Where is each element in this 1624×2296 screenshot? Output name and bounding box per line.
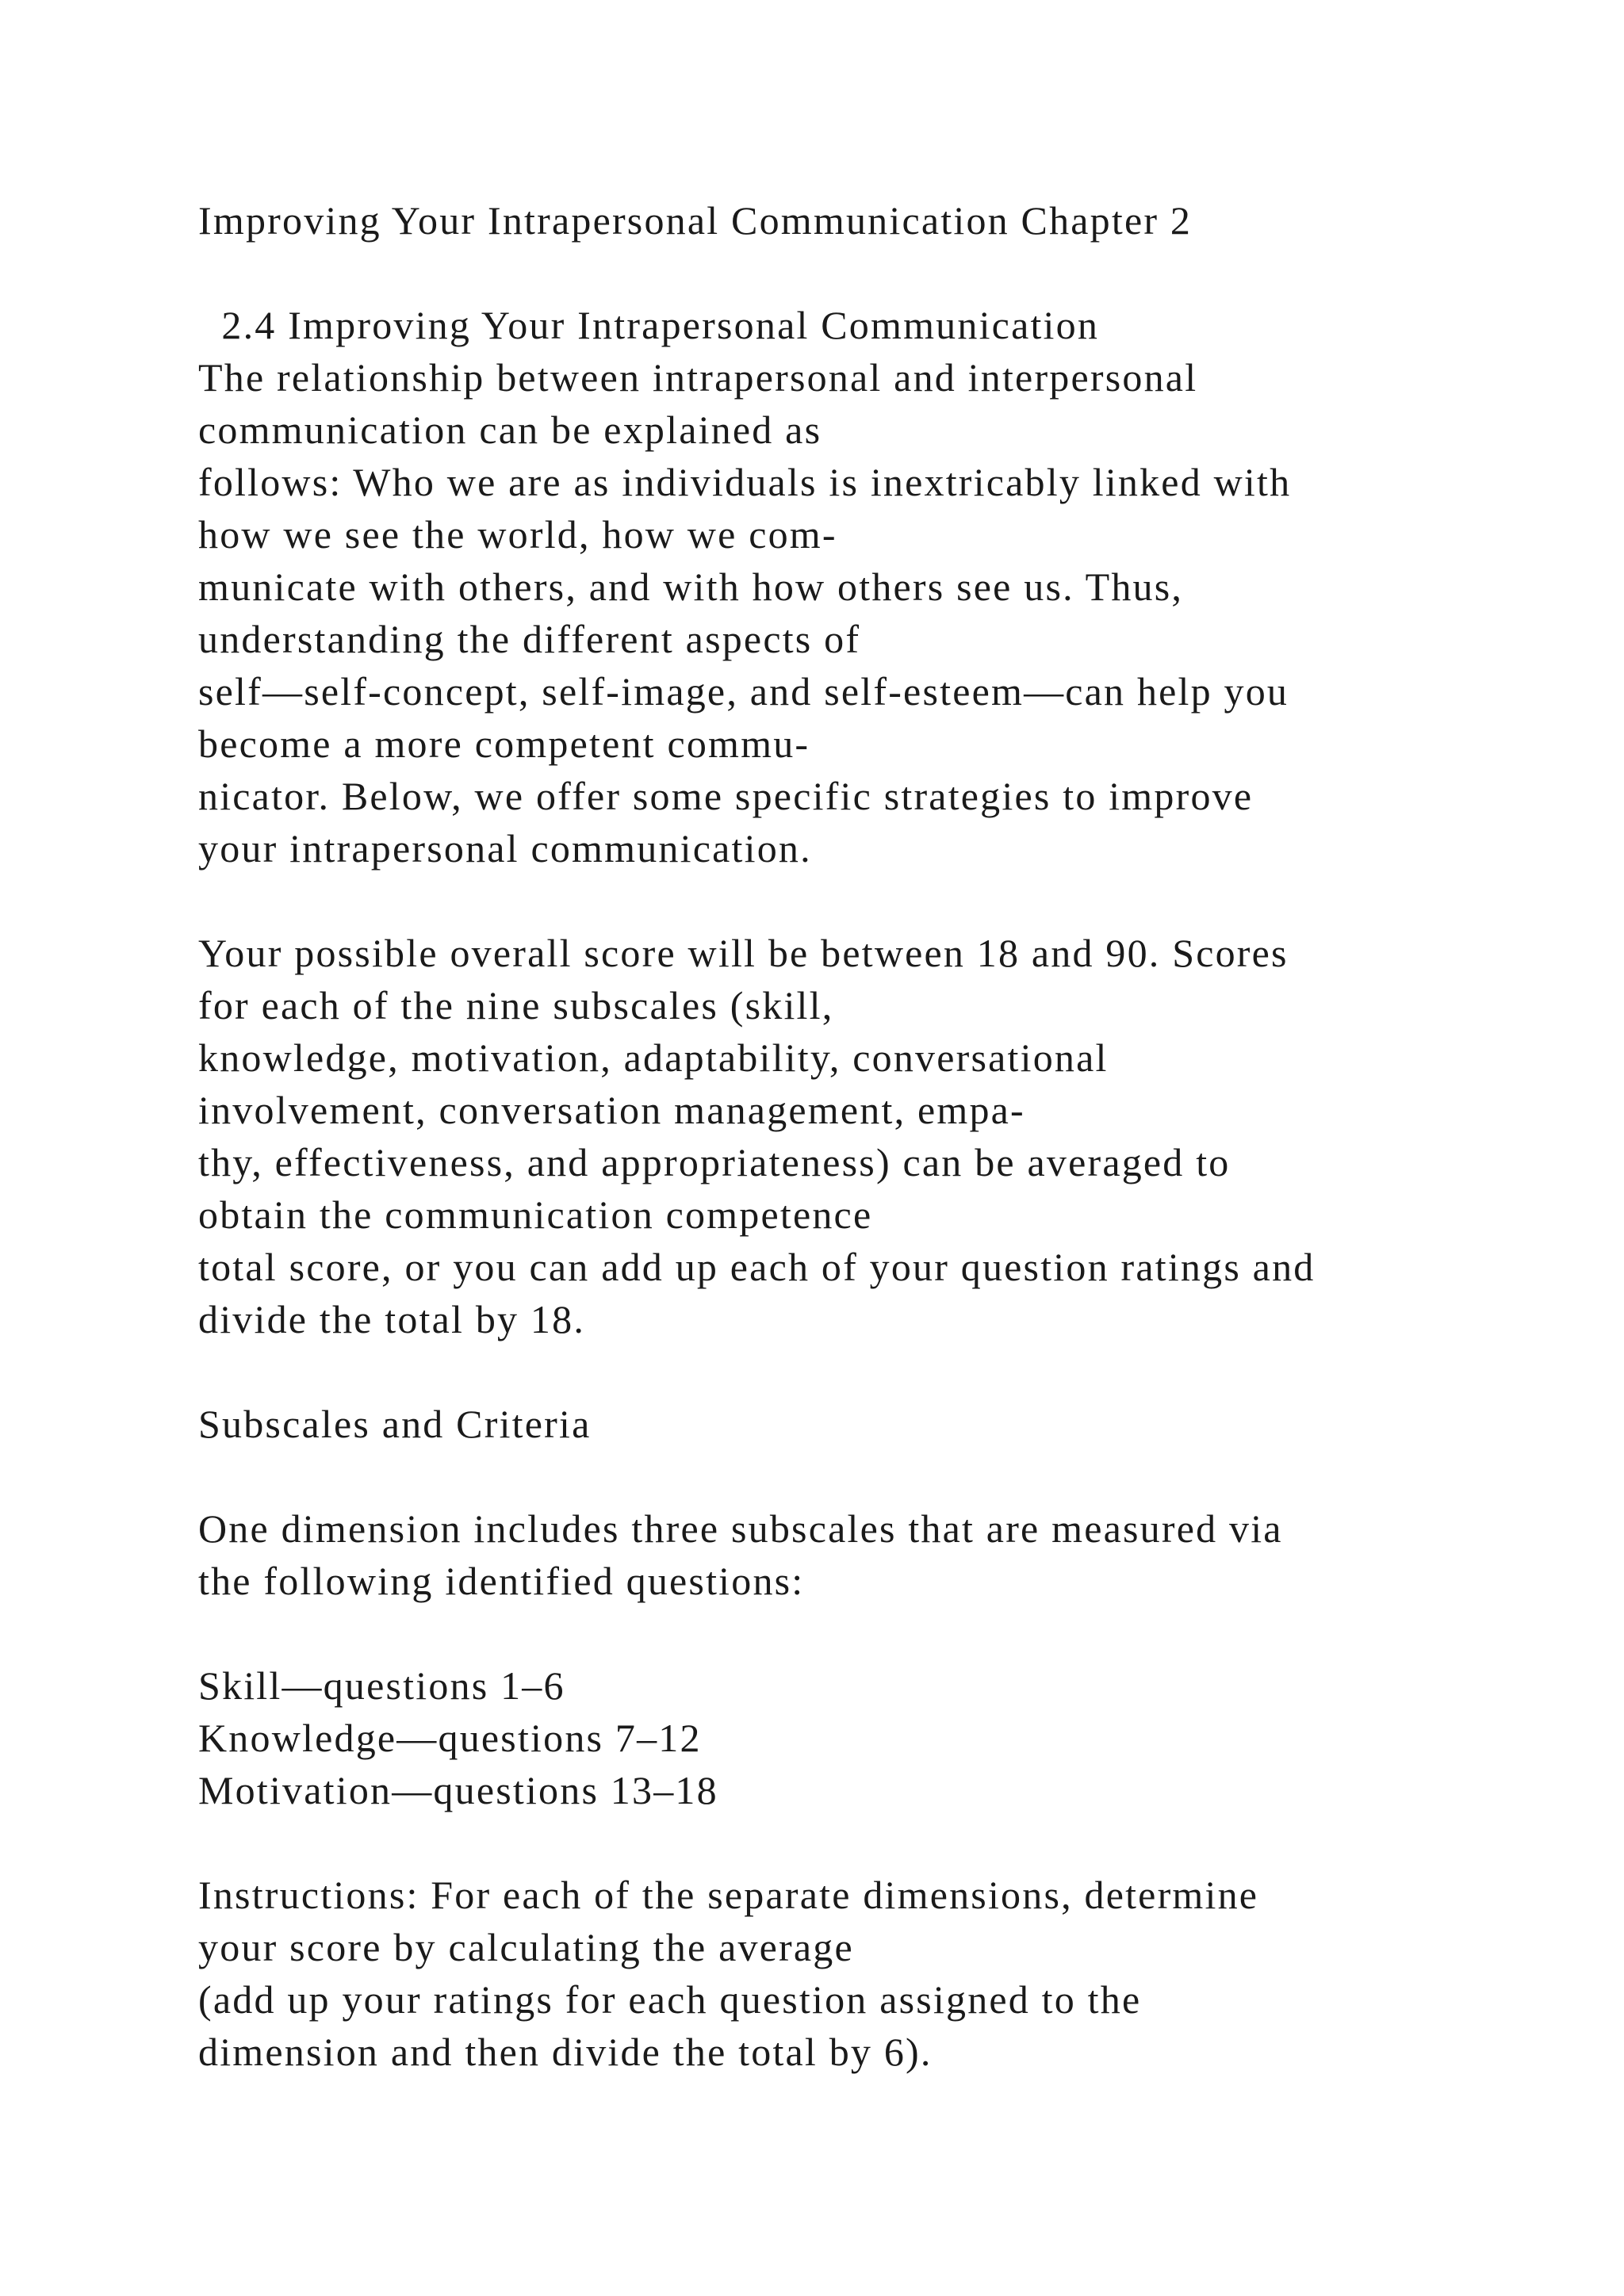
subscale-list xyxy=(198,1659,1546,1816)
text-line: The relationship between intrapersonal and interpersonal xyxy=(198,355,1198,400)
paragraph-instructions xyxy=(198,1869,1546,2078)
paragraph-intro xyxy=(198,351,1546,874)
list-item: Knowledge—questions 7–12 xyxy=(198,1716,702,1760)
spacer xyxy=(198,874,1546,927)
spacer xyxy=(198,1607,1546,1659)
subheading-subscales: Subscales and Criteria xyxy=(198,1402,592,1446)
text-line: obtain the communication competence xyxy=(198,1192,873,1237)
spacer xyxy=(198,247,1546,299)
text-line: involvement, conversation management, empa- xyxy=(198,1088,1025,1132)
document-page xyxy=(198,194,1546,2078)
text-line: One dimension includes three subscales that are measured via xyxy=(198,1506,1283,1551)
text-line: thy, effectiveness, and appropriateness) can be averaged to xyxy=(198,1140,1231,1184)
text-line: for each of the nine subscales (skill, xyxy=(198,983,834,1027)
text-line: divide the total by 18. xyxy=(198,1297,586,1341)
text-line: nicator. Below, we offer some specific strategies to improve xyxy=(198,774,1254,818)
text-line: your score by calculating the average xyxy=(198,1925,854,1969)
text-line: follows: Who we are as individuals is inextricably linked with xyxy=(198,460,1292,504)
text-line: your intrapersonal communication. xyxy=(198,826,812,871)
text-line: how we see the world, how we com- xyxy=(198,512,837,557)
list-item: Motivation—questions 13–18 xyxy=(198,1768,718,1812)
text-line: knowledge, motivation, adaptability, conversational xyxy=(198,1035,1109,1080)
chapter-header: Improving Your Intrapersonal Communication Chapter 2 xyxy=(198,198,1193,243)
text-line: become a more competent commu- xyxy=(198,721,810,766)
paragraph-dimension xyxy=(198,1502,1546,1607)
text-line: the following identified questions: xyxy=(198,1559,805,1603)
text-line: dimension and then divide the total by 6). xyxy=(198,2030,933,2074)
text-line: Your possible overall score will be between 18 and 90. Scores xyxy=(198,931,1289,975)
text-line: Instructions: For each of the separate dimensions, determine xyxy=(198,1873,1259,1917)
text-line: municate with others, and with how others see us. Thus, xyxy=(198,564,1184,609)
text-line: total score, or you can add up each of your question ratings and xyxy=(198,1245,1316,1289)
text-line: (add up your ratings for each question assigned to the xyxy=(198,1977,1142,2022)
text-line: communication can be explained as xyxy=(198,408,822,452)
section-heading: 2.4 Improving Your Intrapersonal Communication xyxy=(198,303,1100,347)
text-line: understanding the different aspects of xyxy=(198,617,861,661)
text-line: self—self-concept, self-image, and self-esteem—can help you xyxy=(198,669,1289,714)
spacer xyxy=(198,1345,1546,1398)
list-item: Skill—questions 1–6 xyxy=(198,1663,565,1708)
spacer xyxy=(198,1450,1546,1502)
spacer xyxy=(198,1816,1546,1869)
paragraph-scoring xyxy=(198,927,1546,1345)
